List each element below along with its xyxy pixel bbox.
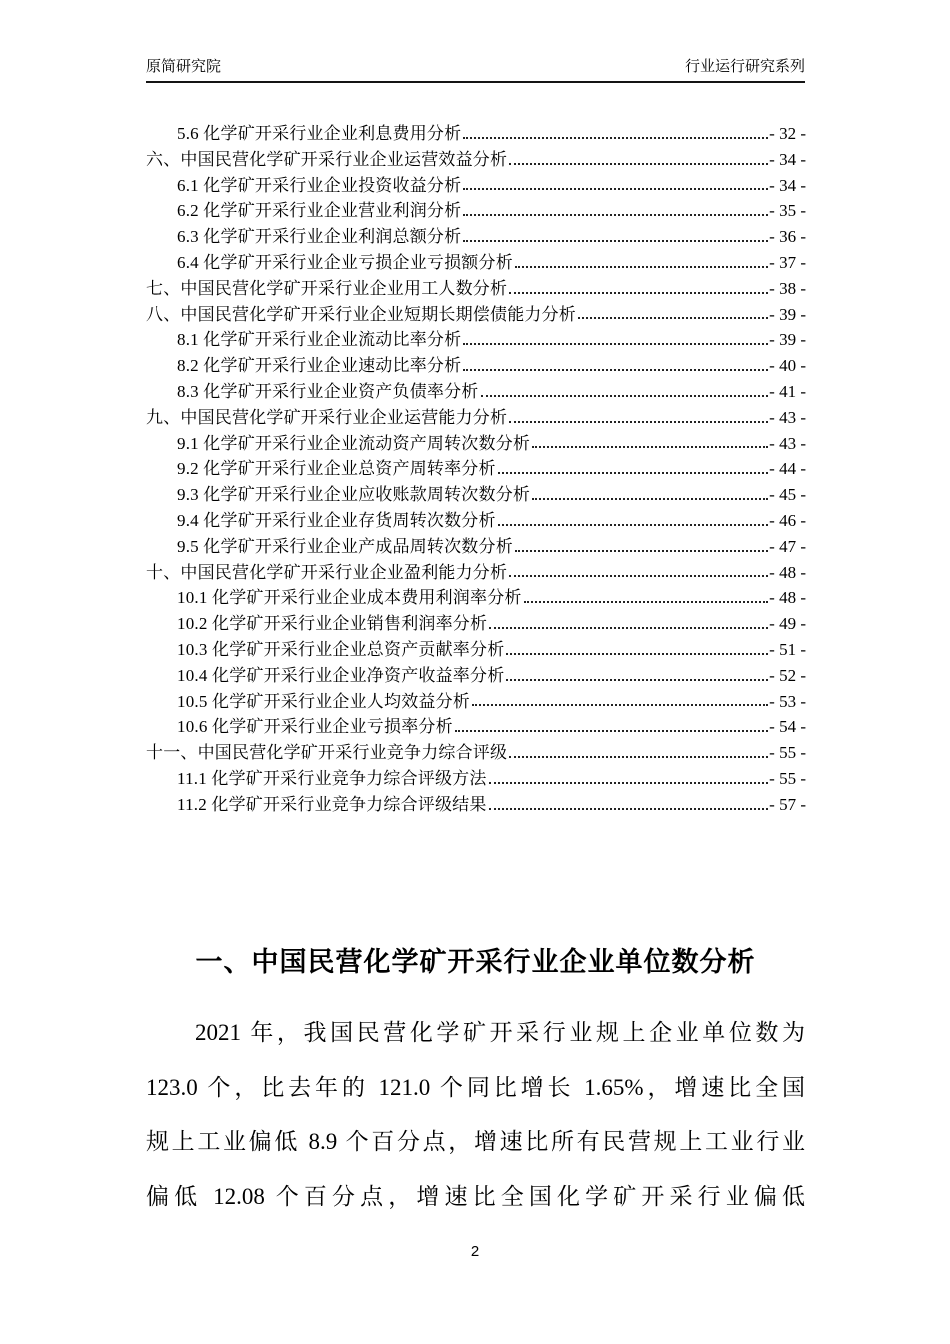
toc-entry-page-number: - 53 - bbox=[769, 691, 806, 711]
toc-entry-title: 6.4 化学矿开采行业企业亏损企业亏损额分析 bbox=[177, 252, 513, 272]
toc-entry-page-number: - 51 - bbox=[769, 639, 806, 659]
toc-entry-page-number: - 32 - bbox=[769, 124, 806, 143]
toc-dotted-leader bbox=[489, 627, 768, 629]
toc-entry bbox=[146, 558, 806, 584]
toc-dotted-leader bbox=[532, 498, 768, 500]
toc-entry-page-number: - 34 - bbox=[769, 175, 806, 195]
toc-entry bbox=[146, 609, 806, 635]
toc-entry-title: 10.2 化学矿开采行业企业销售利润率分析 bbox=[177, 614, 488, 634]
toc-entry-page-number: - 39 - bbox=[769, 330, 806, 350]
toc-entry-title: 6.1 化学矿开采行业企业投资收益分析 bbox=[177, 175, 462, 195]
toc-entry-page-number: - 36 - bbox=[769, 227, 806, 247]
toc-entry bbox=[146, 506, 806, 532]
toc-entry-page-number: - 48 - bbox=[769, 562, 806, 582]
toc-entry-title: 8.1 化学矿开采行业企业流动比率分析 bbox=[177, 330, 462, 350]
toc-dotted-leader bbox=[463, 137, 768, 139]
toc-entry-page-number: - 52 - bbox=[769, 665, 806, 685]
toc-entry-title: 6.2 化学矿开采行业企业营业利润分析 bbox=[177, 201, 462, 221]
toc-entry bbox=[146, 248, 806, 274]
body-paragraph bbox=[146, 1006, 805, 1224]
toc-entry bbox=[146, 196, 806, 222]
toc-dotted-leader bbox=[489, 782, 769, 784]
section-heading: 一、中国民营化学矿开采行业企业单位数分析 bbox=[195, 947, 756, 977]
toc-entry bbox=[146, 583, 806, 609]
toc-dotted-leader bbox=[509, 421, 768, 423]
toc-entry-page-number: - 48 - bbox=[769, 588, 806, 608]
toc-entry-title: 5.6 化学矿开采行业企业利息费用分析 bbox=[177, 124, 462, 143]
toc-dotted-leader bbox=[455, 730, 768, 732]
body-paragraph-line: 123.0 个，比去年的 121.0 个同比增长 1.65%，增速比全国 bbox=[146, 1074, 805, 1100]
toc-dotted-leader bbox=[509, 163, 768, 165]
toc-dotted-leader bbox=[463, 240, 768, 242]
toc-entry bbox=[146, 274, 806, 300]
toc-entry bbox=[146, 712, 806, 738]
toc-entry bbox=[146, 687, 806, 713]
toc-entry-title: 9.4 化学矿开采行业企业存货周转次数分析 bbox=[177, 510, 496, 530]
toc-entry bbox=[146, 222, 806, 248]
toc-entry-title: 8.2 化学矿开采行业企业速动比率分析 bbox=[177, 356, 462, 376]
toc-entry-title: 6.3 化学矿开采行业企业利润总额分析 bbox=[177, 227, 462, 247]
toc-entry bbox=[146, 635, 806, 661]
toc-entry-page-number: - 38 - bbox=[769, 278, 806, 298]
toc-entry-page-number: - 45 - bbox=[769, 485, 806, 505]
toc-dotted-leader bbox=[489, 808, 769, 810]
toc-entry bbox=[146, 119, 806, 145]
toc-dotted-leader bbox=[524, 601, 769, 603]
toc-entry bbox=[146, 325, 806, 351]
toc-dotted-leader bbox=[498, 524, 768, 526]
toc-entry bbox=[146, 454, 806, 480]
toc-entry bbox=[146, 661, 806, 687]
toc-entry-title: 10.6 化学矿开采行业企业亏损率分析 bbox=[177, 717, 453, 737]
toc-entry-page-number: - 39 - bbox=[769, 304, 806, 324]
toc-entry bbox=[146, 480, 806, 506]
toc-entry-title: 10.1 化学矿开采行业企业成本费用利润率分析 bbox=[177, 588, 522, 608]
toc-dotted-leader bbox=[578, 317, 768, 319]
toc-entry bbox=[146, 171, 806, 197]
toc-entry-title: 9.1 化学矿开采行业企业流动资产周转次数分析 bbox=[177, 433, 531, 453]
toc-entry bbox=[146, 403, 806, 429]
toc-entry bbox=[146, 764, 806, 790]
toc-entry-title: 10.3 化学矿开采行业企业总资产贡献率分析 bbox=[177, 639, 505, 659]
toc-entry-page-number: - 43 - bbox=[769, 407, 806, 427]
toc-entry-page-number: - 55 - bbox=[769, 743, 806, 763]
body-paragraph-line: 规上工业偏低 8.9 个百分点，增速比所有民营规上工业行业 bbox=[146, 1129, 805, 1154]
toc-entry-title: 十一、中国民营化学矿开采行业竞争力综合评级 bbox=[146, 743, 508, 763]
toc-entry bbox=[146, 738, 806, 764]
table-of-contents bbox=[146, 119, 806, 816]
body-paragraph-line: 偏低 12.08 个百分点，增速比全国化学矿开采行业偏低 bbox=[146, 1183, 805, 1209]
toc-dotted-leader bbox=[515, 266, 768, 268]
toc-dotted-leader bbox=[472, 704, 768, 706]
toc-entry-page-number: - 55 - bbox=[769, 768, 806, 788]
toc-dotted-leader bbox=[463, 214, 768, 216]
toc-dotted-leader bbox=[506, 679, 768, 681]
toc-dotted-leader bbox=[532, 446, 768, 448]
toc-entry-title: 七、中国民营化学矿开采行业企业用工人数分析 bbox=[146, 278, 508, 298]
toc-dotted-leader bbox=[481, 395, 769, 397]
header-right-text: 行业运行研究系列 bbox=[684, 58, 805, 75]
toc-dotted-leader bbox=[509, 292, 768, 294]
toc-dotted-leader bbox=[506, 653, 768, 655]
toc-entry bbox=[146, 532, 806, 558]
toc-entry bbox=[146, 351, 806, 377]
toc-entry-title: 10.5 化学矿开采行业企业人均效益分析 bbox=[177, 691, 470, 711]
toc-entry-title: 六、中国民营化学矿开采行业企业运营效益分析 bbox=[146, 149, 508, 169]
toc-entry-title: 十、中国民营化学矿开采行业企业盈利能力分析 bbox=[146, 562, 508, 582]
toc-dotted-leader bbox=[463, 369, 768, 371]
toc-entry-page-number: - 49 - bbox=[769, 614, 806, 634]
toc-entry-title: 九、中国民营化学矿开采行业企业运营能力分析 bbox=[146, 407, 508, 427]
toc-dotted-leader bbox=[463, 188, 768, 190]
toc-entry-title: 11.2 化学矿开采行业竞争力综合评级结果 bbox=[177, 794, 487, 814]
toc-entry-title: 9.2 化学矿开采行业企业总资产周转率分析 bbox=[177, 459, 496, 479]
toc-dotted-leader bbox=[509, 756, 768, 758]
toc-entry-page-number: - 41 - bbox=[769, 381, 806, 401]
toc-entry-page-number: - 35 - bbox=[769, 201, 806, 221]
toc-entry-page-number: - 34 - bbox=[769, 149, 806, 169]
page-header bbox=[146, 58, 805, 83]
toc-entry-title: 八、中国民营化学矿开采行业企业短期长期偿债能力分析 bbox=[146, 304, 576, 324]
toc-entry bbox=[146, 377, 806, 403]
toc-entry-title: 11.1 化学矿开采行业竞争力综合评级方法 bbox=[177, 768, 487, 788]
toc-entry bbox=[146, 429, 806, 455]
toc-entry-page-number: - 43 - bbox=[769, 433, 806, 453]
toc-entry bbox=[146, 145, 806, 171]
body-paragraph-line: 2021 年，我国民营化学矿开采行业规上企业单位数为 bbox=[195, 1020, 805, 1045]
toc-dotted-leader bbox=[463, 343, 768, 345]
toc-entry-page-number: - 37 - bbox=[769, 252, 806, 272]
toc-dotted-leader bbox=[515, 550, 768, 552]
toc-entry-page-number: - 57 - bbox=[769, 794, 806, 814]
toc-entry-page-number: - 47 - bbox=[769, 536, 806, 556]
toc-entry-page-number: - 40 - bbox=[769, 356, 806, 376]
page-number: 2 bbox=[470, 1243, 480, 1260]
toc-entry-page-number: - 44 - bbox=[769, 459, 806, 479]
page-footer bbox=[0, 1243, 950, 1260]
toc-entry bbox=[146, 790, 806, 816]
header-left-text: 原简研究院 bbox=[146, 58, 222, 75]
toc-entry-title: 9.3 化学矿开采行业企业应收账款周转次数分析 bbox=[177, 485, 531, 505]
toc-entry-title: 9.5 化学矿开采行业企业产成品周转次数分析 bbox=[177, 536, 513, 556]
toc-dotted-leader bbox=[498, 472, 768, 474]
toc-entry-title: 8.3 化学矿开采行业企业资产负债率分析 bbox=[177, 381, 479, 401]
toc-entry-title: 10.4 化学矿开采行业企业净资产收益率分析 bbox=[177, 665, 505, 685]
toc-dotted-leader bbox=[509, 575, 768, 577]
toc-entry-page-number: - 46 - bbox=[769, 510, 806, 530]
toc-entry bbox=[146, 300, 806, 326]
toc-entry-page-number: - 54 - bbox=[769, 717, 806, 737]
